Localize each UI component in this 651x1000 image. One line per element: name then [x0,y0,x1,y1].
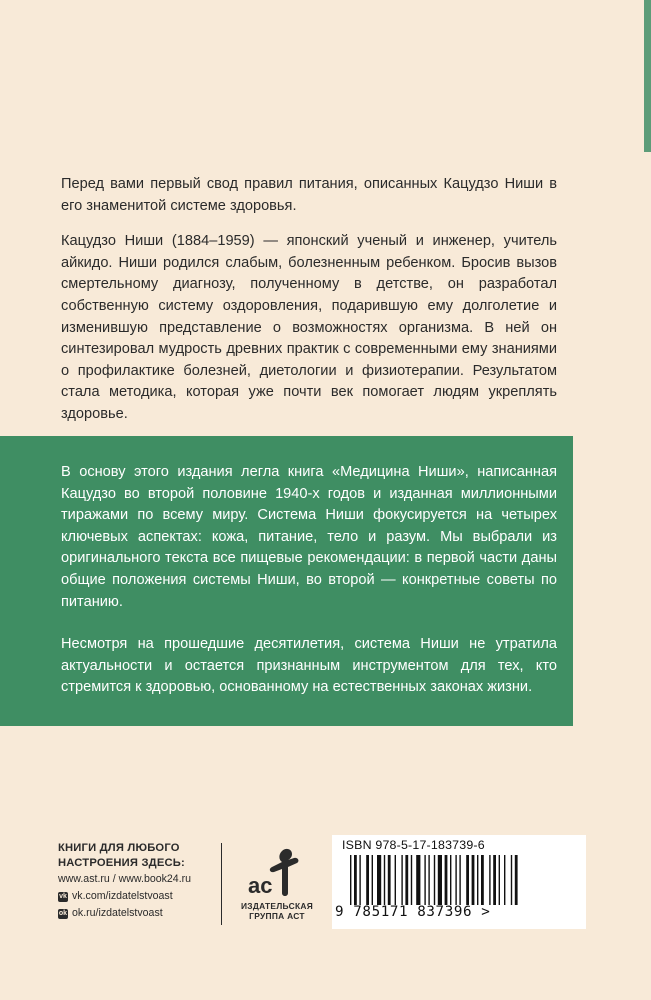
barcode-bar [477,855,478,905]
barcode-bar [459,855,460,905]
barcode-bar [438,855,442,905]
ok-icon: ok [58,909,68,917]
barcode-bar [445,855,448,905]
isbn-label: ISBN 978-5-17-183739-6 [342,838,485,852]
publisher-line-2: ГРУППА АСТ [249,911,305,921]
barcode-bar [401,855,402,905]
intro-paragraph-2: Кацудзо Ниши (1884–1959) — японский ученый и инженер, учитель айкидо. Ниши родился слабым, болезненным ребенком. Бросив вызов смертельному диагнозу, полученному в детстве, он разработал собственную систему оздоровления, подарившую ему долголетие и изменившую представление о возможностях организма. В ней он синтезировал мудрость древних практик с современными ему знаниями о профилактике болезней, диетологии и физиотерапии. Результатом стала методика, которая уже почти век помогает людям укреплять здоровье. [61,233,557,422]
barcode-bar [424,855,425,905]
links-title-line-2: НАСТРОЕНИЯ ЗДЕСЬ: [58,857,185,869]
barcode-bar [450,855,451,905]
ast-logo [230,845,324,925]
barcode-bar [504,855,505,905]
ast-logo-letters: ас [248,873,273,898]
barcode-bar [350,855,351,905]
intro-paragraph-1: Перед вами первый свод правил питания, описанных Кацудзо Ниши в его знаменитой системе здоровья. [61,176,557,214]
barcode-bar [359,855,360,905]
barcode-icon [350,855,572,905]
highlight-paragraph-2: Несмотря на прошедшие десятилетия, система Ниши не утратила актуальности и остается признанным инструментом для тех, кто стремится к здоровью, основанному на естественных законах жизни. [61,636,557,696]
highlight-paragraph-1: В основу этого издания легла книга «Медицина Ниши», написанная Кацудзо во второй половине 1940-х годов и изданная миллионными тиражами по всему миру. Система Ниши фокусируется на четырех ключевых аспектах: кожа, питание, тело и разум. Мы выбрали из оригинального текста все пищевые рекомендации: в первой части даны общие положения системы Ниши, во второй — конкретные советы по питанию. [61,464,557,610]
ok-link[interactable]: ok.ru/izdatelstvoast [72,907,163,919]
barcode-bar [434,855,435,905]
barcode-bar [466,855,469,905]
links-title-line-1: КНИГИ ДЛЯ ЛЮБОГО [58,842,180,854]
barcode-bar [405,855,408,905]
barcode-bar [388,855,391,905]
publisher-links [58,841,228,922]
barcode-bar [354,855,357,905]
barcode-bar [372,855,373,905]
spine-edge-stripe [644,0,651,152]
vk-row[interactable] [58,888,228,905]
ok-row[interactable] [58,905,228,922]
intro-text [61,174,557,440]
barcode-bar [416,855,420,905]
barcode-bar [411,855,412,905]
ast-logo-icon [242,845,312,901]
barcode-bar [489,855,490,905]
barcode-bar [384,855,385,905]
publisher-line-1: ИЗДАТЕЛЬСКАЯ [240,901,314,911]
sites-link[interactable]: www.ast.ru / www.book24.ru [58,873,192,885]
isbn-barcode-block [332,835,586,929]
barcode-bar [499,855,500,905]
barcode-bar [472,855,475,905]
barcode-bar [377,855,381,905]
vk-link[interactable]: vk.com/izdatelstvoast [72,890,173,902]
barcode-bar [493,855,496,905]
barcode-digits: 9 785171 837396 > [335,904,491,920]
footer-divider [221,843,222,925]
barcode-bar [455,855,456,905]
barcode-bar [395,855,396,905]
barcode-bar [481,855,484,905]
vk-icon: vk [59,892,67,900]
barcode-bar [366,855,369,905]
barcode-bar [515,855,518,905]
barcode-bar [428,855,429,905]
barcode-bar [511,855,512,905]
highlight-text [61,462,557,720]
